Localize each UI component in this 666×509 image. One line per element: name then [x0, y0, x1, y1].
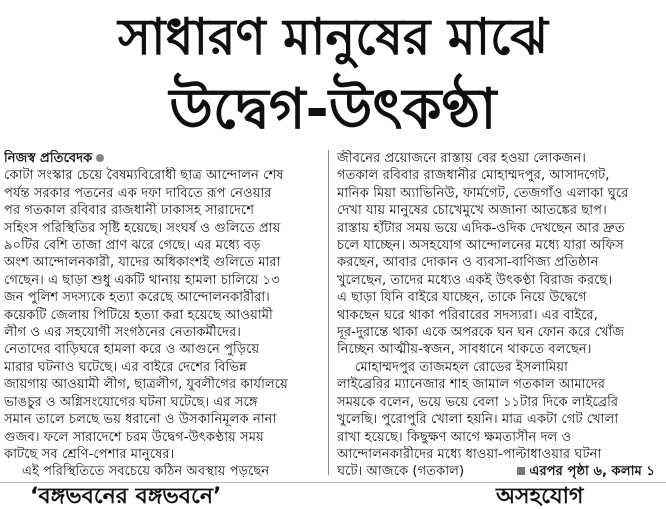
text-line: চলে যাচ্ছেন। অসহযোগ আন্দোলনের মধ্যে যারা অফিস	[337, 238, 624, 254]
text-line: মারার ঘটনাও ঘটেছে। এর বাইরে দেশের বিভিন্ন	[4, 359, 247, 375]
left-column-last-line: এই পরিস্থিতিতে সবচেয়ে কঠিন অবস্থায় পড়ছেন	[22, 464, 270, 480]
text-line: সমান তালে চলছে ভয় ধরানো ও উসকানিমূলক নানা	[4, 412, 277, 428]
text-line: রাখা হয়েছে। কিছুক্ষণ আগে ক্ষমতাসীন দল ও	[337, 429, 572, 445]
text-line: ভাঙচুর ও অগ্নিসংযোগের ঘটনা ঘটেছে। এর সঙ্গে	[4, 394, 258, 410]
article-column-right	[337, 150, 655, 481]
right-column-para-2	[337, 359, 655, 463]
text-line: খুলেছি। পুরোপুরি খোলা হয়নি। মাত্র একটা গেট খোলা	[337, 412, 619, 428]
text-line: দূর-দুরান্তে থাকা একে অপরকে ঘন ঘন ফোন করে খোঁজ	[337, 325, 625, 341]
text-line: গুজব। ফলে সারাদেশে চরম উদ্বেগ-উৎকণ্ঠায় সময়	[4, 429, 264, 445]
jump-link[interactable]	[517, 463, 655, 480]
text-line: কাটছে সব শ্রেণি-পেশার মানুষের।	[4, 446, 175, 462]
text-line: মানিক মিয়া অ্যাভিনিউ, ফার্মগেট, তেজগাঁও এলাকা ঘুরে	[337, 185, 629, 201]
bottom-divider	[0, 482, 666, 483]
text-line: জন পুলিশ সদস্যকে হত্যা করেছে আন্দোলনকারীরা।	[4, 290, 270, 306]
column-divider	[328, 150, 329, 475]
square-bullet-icon	[517, 467, 525, 475]
text-line: নেতাদের বাড়িঘরে হামলা করে ও আগুনে পুড়িয়ে	[4, 342, 260, 358]
text-line: অংশ আন্দোলনকারী, যাদের অধিকাংশই গুলিতে মারা	[4, 255, 281, 271]
right-column-body	[337, 150, 655, 359]
headline-line-2: উদ্বেগ-উৎকণ্ঠা	[169, 77, 497, 142]
text-line: গতকাল রবিবার রাজধানীর মোহাম্মদপুর, আসাদগেট,	[337, 168, 610, 184]
right-column-last-line: ঘটে। আজকে (গতকাল)	[337, 464, 465, 480]
next-headline-teaser: ‘বঙ্গভবনের বঙ্গভবনে’	[30, 484, 222, 509]
text-line: পর গতকাল রবিবার রাজধানী ঢাকাসহ সারাদেশে	[4, 203, 255, 219]
article-column-left	[4, 150, 322, 481]
headline-line-1: সাধারণ মানুষের মাঝে	[117, 8, 549, 66]
text-line: দেখা যায় মানুষের চোখেমুখে অজানা আতঙ্কের ছাপ।	[337, 203, 607, 219]
text-line: গেছেন। এ ছাড়া শুধু একটি থানায় হামলা চালিয়ে ১৩	[4, 272, 280, 288]
text-line: কোটা সংস্কার চেয়ে বৈষম্যবিরোধী ছাত্র আন্দোলন শেষ	[4, 168, 284, 184]
text-line: লীগ ও এর সহযোগী সংগঠনের নেতাকর্মীদের।	[4, 325, 241, 341]
text-line: রাস্তায় হাঁটার সময় ভয়ে এদিক-ওদিক দেখছেন আর দ্রুত	[337, 220, 625, 236]
text-line: আন্দোলনকারীদের মধ্যে ধাওয়া-পাল্টাধাওয়ার ঘটনা	[337, 446, 602, 462]
text-line: খুলেছেন, তাদের মধ্যেও একই উৎকণ্ঠা বিরাজ করছে।	[337, 272, 613, 288]
byline: নিজস্ব প্রতিবেদক	[4, 151, 93, 166]
text-line: করছেন, আবার দোকান ও ব্যবসা-বাণিজ্য প্রতিষ্ঠান	[337, 255, 599, 271]
text-line: জীবনের প্রয়োজনে রাস্তায় বের হওয়া লোকজন।	[337, 151, 586, 166]
text-line: ৯০টির বেশি তাজা প্রাণ ঝরে গেছে। এর মধ্যে বড়	[4, 238, 261, 254]
byline-row	[4, 150, 322, 167]
text-line: সময়কে বলেন, ভয়ে ভয়ে বেলা ১১টার দিকে লাইব্রেরি	[337, 394, 619, 410]
text-line: সহিংস পরিস্থিতির সৃষ্টি হয়েছে। সংঘর্ষ ও গুলিতে প্রায়	[4, 220, 281, 236]
text-line: কয়েকটি জেলায় পিটিয়ে হত্যা করা হয়েছে আওয়ামী	[4, 307, 273, 323]
text-line: মোহাম্মদপুর তাজমহল রোডের ইসলামিয়া	[355, 359, 568, 375]
text-line: থাকছেন ঘরে থাকা পরিবারের সদস্যরা। এর বাইরে,	[337, 307, 598, 323]
jump-text: এরপর পৃষ্ঠা ৬, কলাম ১	[529, 464, 655, 480]
next-headline-teaser-right: অসহযোগ	[496, 484, 584, 509]
text-line: লাইব্রেরির ম্যানেজার শাহ জামাল গতকাল আমাদের	[337, 377, 606, 393]
text-line: নিচ্ছেন আত্মীয়-স্বজন, সাবধানে থাকতে বলছেন।	[337, 342, 592, 358]
right-column-last-row	[337, 463, 655, 480]
text-line: পর্যন্ত সরকার পতনের এক দফা দাবিতে রূপ নেওয়ার	[4, 185, 272, 201]
bullet-dot-icon	[96, 154, 104, 162]
text-line: জায়গায় আওয়ামী লীগ, ছাত্রলীগ, যুবলীগের কার্যালয়ে	[4, 377, 288, 393]
text-line: এ ছাড়া যিনি বাইরে যাচ্ছেন, তাকে নিয়ে উদ্বেগে	[337, 290, 587, 306]
left-column-body	[4, 167, 322, 463]
